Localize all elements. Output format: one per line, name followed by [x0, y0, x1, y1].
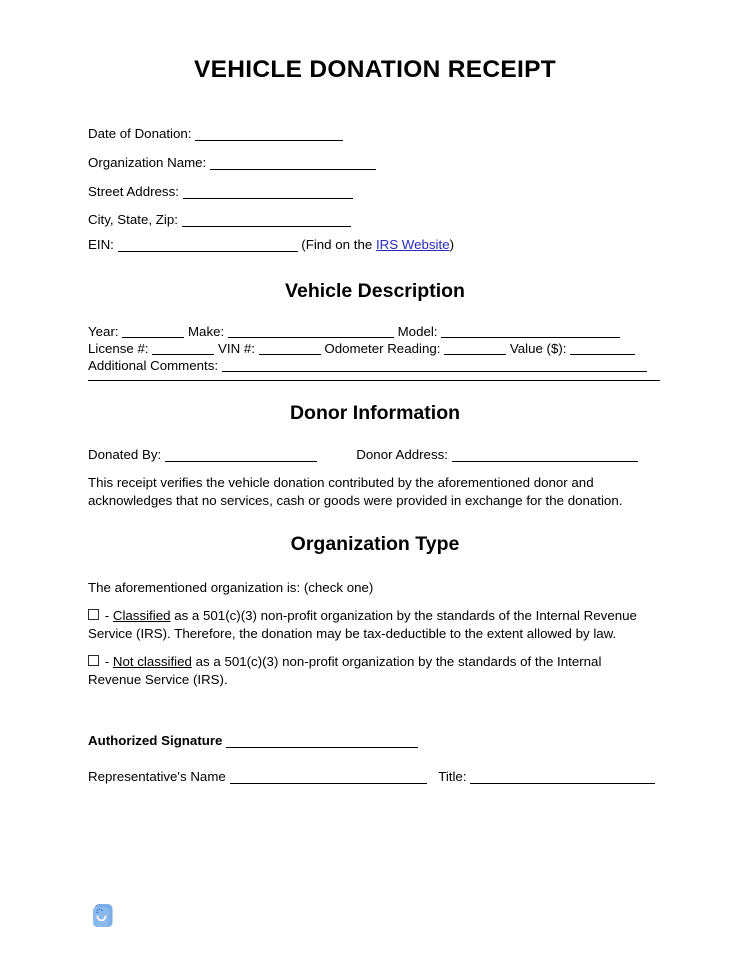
- field-row-date-of-donation: [88, 125, 343, 142]
- year-label: Year:: [88, 324, 119, 339]
- model-label: Model:: [397, 324, 438, 339]
- model-input[interactable]: [441, 337, 620, 338]
- checkbox-classified[interactable]: [88, 609, 99, 620]
- donation-verification-text: This receipt verifies the vehicle donation contributed by the aforementioned donor and acknowledges that no services, cash or goods were provided in exchange for the donation.: [88, 475, 623, 508]
- donated-by-input[interactable]: [165, 461, 317, 462]
- title-input[interactable]: [470, 783, 655, 784]
- option-text-classified: as a 501(c)(3) non-profit organization by the standards of the Internal Revenue Service (IRS). Therefore, the donation may be tax-deductible to the extent allowed by law.: [88, 608, 637, 641]
- make-input[interactable]: [228, 337, 394, 338]
- vin-input[interactable]: [259, 354, 321, 355]
- field-row-representative-name: [88, 768, 655, 785]
- representative-name-label: Representative's Name: [88, 769, 226, 784]
- donor-address-label: Donor Address:: [356, 447, 448, 462]
- authorized-signature-label: Authorized Signature: [88, 733, 223, 748]
- year-input[interactable]: [122, 337, 184, 338]
- license-label: License #:: [88, 341, 149, 356]
- street-address-label: Street Address:: [88, 184, 179, 199]
- odometer-input[interactable]: [444, 354, 506, 355]
- value-label: Value ($):: [509, 341, 567, 356]
- organization-name-label: Organization Name:: [88, 155, 207, 170]
- additional-comments-label: Additional Comments:: [88, 358, 219, 373]
- city-state-zip-label: City, State, Zip:: [88, 212, 178, 227]
- additional-comments-input-line-2[interactable]: [88, 380, 660, 381]
- field-row-donated-by: [88, 446, 638, 463]
- vehicle-row-additional-comments: [88, 358, 647, 374]
- checkbox-not-classified[interactable]: [88, 655, 99, 666]
- organization-type-instruction: The aforementioned organization is: (check one): [88, 580, 374, 595]
- organization-type-option-not-classified[interactable]: [88, 653, 656, 689]
- option-emphasis-not-classified: Not classified: [112, 654, 192, 669]
- field-row-authorized-signature: [88, 732, 418, 749]
- vehicle-row-license-vin-odometer-value: [88, 341, 635, 357]
- field-row-organization-name: [88, 154, 376, 171]
- street-address-input[interactable]: [183, 198, 353, 199]
- ein-note-suffix: ): [449, 237, 455, 252]
- additional-comments-input[interactable]: [222, 371, 647, 372]
- date-of-donation-input[interactable]: [195, 140, 343, 141]
- title-label: Title:: [438, 769, 467, 784]
- irs-website-link[interactable]: IRS Website: [375, 237, 450, 252]
- organization-type-option-classified[interactable]: [88, 607, 656, 643]
- option-dash-not-classified: -: [104, 654, 110, 669]
- donated-by-label: Donated By:: [88, 447, 162, 462]
- make-label: Make:: [187, 324, 225, 339]
- donor-address-input[interactable]: [452, 461, 638, 462]
- smiley-bag-logo-icon: [93, 903, 114, 928]
- ein-note-prefix: (Find on the: [301, 237, 376, 252]
- authorized-signature-input[interactable]: [226, 747, 418, 748]
- ein-label: EIN:: [88, 237, 114, 252]
- ein-input[interactable]: [118, 251, 298, 252]
- value-input[interactable]: [570, 354, 635, 355]
- field-row-ein: [88, 236, 454, 253]
- organization-name-input[interactable]: [210, 169, 376, 170]
- field-row-city-state-zip: [88, 211, 351, 228]
- option-text-not-classified: as a 501(c)(3) non-profit organization by the standards of the Internal Revenue Service (IRS).: [88, 654, 602, 687]
- field-row-street-address: [88, 183, 353, 200]
- page-title: VEHICLE DONATION RECEIPT: [193, 56, 557, 83]
- section-heading-vehicle-description: Vehicle Description: [285, 280, 465, 302]
- section-heading-organization-type: Organization Type: [290, 533, 460, 555]
- option-dash-classified: -: [104, 608, 110, 623]
- license-input[interactable]: [152, 354, 214, 355]
- option-emphasis-classified: Classified: [112, 608, 171, 623]
- date-of-donation-label: Date of Donation:: [88, 126, 192, 141]
- city-state-zip-input[interactable]: [182, 226, 351, 227]
- vin-label: VIN #:: [218, 341, 255, 356]
- representative-name-input[interactable]: [230, 783, 427, 784]
- section-heading-donor-information: Donor Information: [289, 402, 461, 424]
- odometer-label: Odometer Reading:: [324, 341, 441, 356]
- vehicle-row-year-make-model: [88, 324, 620, 340]
